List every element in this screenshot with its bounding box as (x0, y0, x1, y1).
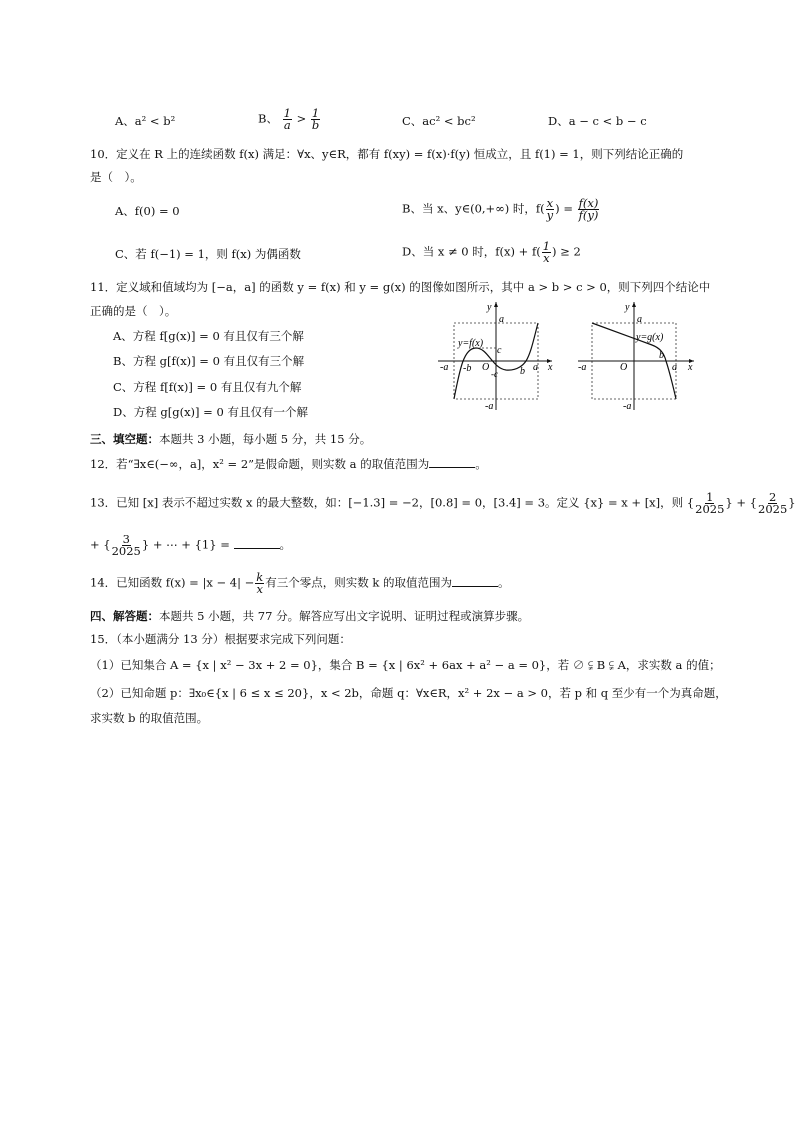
q15-part2: （2）已知命题 p：∃x₀∈{x | 6 ≤ x ≤ 20}，x < 2b，命题 q：∀x∈R，x² + 2x − a > 0，若 p 和 q 至少有一个为真命题， (90, 686, 727, 700)
graph-g-figure (574, 298, 698, 416)
graph-f-x-label: x (548, 362, 553, 373)
section-3-desc: 本题共 3 小题，每小题 5 分，共 15 分。 (159, 432, 372, 446)
graph-g-y-arrow (632, 302, 636, 307)
graph-g-b-label: b (659, 350, 664, 361)
graph-f-neg-a-bottom-label: -a (485, 401, 494, 412)
q12-stem: 12．若“∃x∈(−∞，a]，x² = 2”是假命题，则实数 a 的取值范围为 (90, 457, 430, 471)
q11-stem-line2: 正确的是（ ）。 (90, 304, 177, 318)
q9-option-b-left-fraction: $\frac{1}{a}$ (283, 106, 291, 132)
q15-part2-cont: 求实数 b 的取值范围。 (90, 711, 209, 725)
graph-f-figure (436, 298, 556, 416)
q14: 14．已知函数 f(x) = |x − 4| − $\frac{k}{x}$ 有三个零点，则实数 k 的取值范围为 。 (90, 570, 510, 596)
q10-option-c: C、若 f(−1) = 1，则 f(x) 为偶函数 (115, 247, 301, 261)
graph-f-neg-a-left-label: -a (440, 362, 449, 373)
q11-option-c: C、方程 f[f(x)] = 0 有且仅有九个解 (113, 380, 302, 394)
q10-option-a: A、f(0) = 0 (115, 204, 180, 218)
section-4-desc: 本题共 5 小题，共 77 分。解答应写出文字说明、证明过程或演算步骤。 (159, 609, 530, 623)
graph-f-b-label: b (520, 366, 525, 377)
q9-option-b (258, 108, 321, 131)
graph-g-y-label: y (625, 302, 630, 313)
q11-option-b: B、方程 g[f(x)] = 0 有且仅有三个解 (113, 354, 305, 368)
q15-part1: （1）已知集合 A = {x | x² − 3x + 2 = 0}，集合 B = {x | 6x² + 6ax + a² − a = 0}，若 ∅ ⫋ B ⫋ A，求实数 a 的值； (90, 658, 721, 672)
graph-f-neg-c-label: -c (491, 369, 498, 379)
graph-f-neg-b-label: -b (463, 363, 472, 374)
section-3-title: 三、填空题： (90, 432, 159, 446)
q9-option-b-op: > (296, 111, 307, 126)
q13-line2: + { $\frac{3}{2025}$ } + ⋯ + {1} = 。 (90, 532, 291, 558)
q9-option-a: A、a² < b² (115, 114, 176, 128)
q13-stem: 13．已知 [x] 表示不超过实数 x 的最大整数，如：[−1.3] = −2，[0.8] = 0，[3.4] = 3。定义 {x} = x + [x]，则 { (90, 495, 695, 510)
section-4-heading (90, 609, 529, 624)
q9-option-d: D、a − c < b − c (548, 114, 647, 128)
graph-g-neg-a-bottom-label: -a (623, 401, 632, 412)
graph-f-a-right-label: a (533, 362, 538, 373)
q11-option-d: D、方程 g[g(x)] = 0 有且仅有一个解 (113, 405, 308, 419)
q9-option-c: C、ac² < bc² (402, 114, 476, 128)
section-4-title: 四、解答题： (90, 609, 159, 623)
graph-f-origin-label: O (482, 362, 490, 373)
q13-line1: 13．已知 [x] 表示不超过实数 x 的最大整数，如：[−1.3] = −2，[0.8] = 0，[3.4] = 3。定义 {x} = x + [x]，则 { $\frac{1}{2025}$ } + { $\frac{2}{2025}$ } (90, 490, 796, 516)
q11-option-a: A、方程 f[g(x)] = 0 有且仅有三个解 (113, 329, 304, 343)
q14-stem: 14．已知函数 f(x) = |x − 4| − (90, 575, 255, 590)
graph-f-y-label: y (487, 302, 492, 313)
q14-answer-blank[interactable] (452, 585, 498, 587)
graph-g-x-label: x (688, 362, 693, 373)
graph-g-a-top-label: a (637, 314, 642, 325)
q11-stem-line1: 11．定义域和值域均为 [−a，a] 的函数 y = f(x) 和 y = g(x) 的图像如图所示，其中 a > b > c > 0，则下列四个结论中 (90, 280, 711, 294)
q9-option-b-prefix: B、 (258, 111, 278, 126)
q10-stem-line2: 是（ ）。 (90, 170, 142, 184)
q10-option-b: B、当 x、y∈(0,+∞) 时，f( $\frac{x}{y}$ ) = $\frac{f(x)}{f(y)}$ (402, 196, 599, 222)
section-3-heading (90, 432, 371, 447)
q10-stem-line1: 10．定义在 R 上的连续函数 f(x) 满足：∀x、y∈R，都有 f(xy) = f(x)·f(y) 恒成立，且 f(1) = 1，则下列结论正确的 (90, 147, 684, 161)
q10-option-d: D、当 x ≠ 0 时，f(x) + f( $\frac{1}{x}$ ) ≥ 2 (402, 239, 581, 265)
q12-answer-blank[interactable] (429, 466, 475, 468)
graph-f-c-label: c (497, 345, 502, 356)
q13-answer-blank[interactable] (234, 547, 280, 549)
q12: 12．若“∃x∈(−∞，a]，x² = 2”是假命题，则实数 a 的取值范围为 。 (90, 457, 487, 471)
graph-f-y-arrow (494, 302, 498, 307)
q15-title: 15．（本小题满分 13 分）根据要求完成下列问题： (90, 632, 351, 646)
graph-g-curve-label: y=g(x) (636, 332, 664, 343)
graph-g-origin-label: O (620, 362, 628, 373)
graph-g-neg-a-left-label: -a (578, 362, 587, 373)
graph-f-a-top-label: a (499, 314, 504, 325)
graph-f-curve-label: y=f(x) (458, 338, 484, 349)
q9-option-b-right-fraction: $\frac{1}{b}$ (311, 106, 320, 132)
graph-g-a-right-label: a (672, 362, 677, 373)
